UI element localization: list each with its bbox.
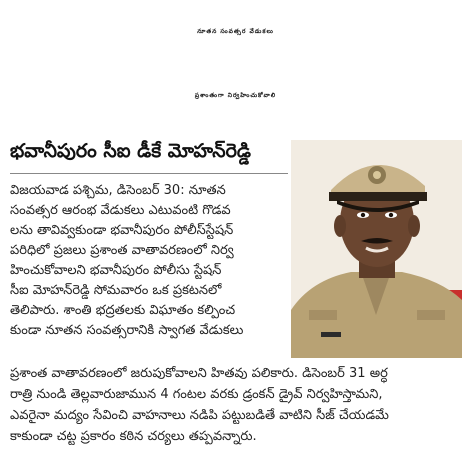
- body-line: విజయవాడ పశ్చిమ, డిసెంబర్ 30: నూతన: [10, 183, 226, 198]
- divider: [10, 173, 288, 174]
- body-line: ఎవరైనా మద్యం సేవించి వాహనాలు నడిపి పట్టుబడితే వాటిని సీజ్ చేయడమే: [10, 408, 389, 423]
- officer-portrait-icon: [291, 140, 462, 358]
- body-line: కాకుండా చట్ట ప్రకారం కఠిన చర్యలు తప్పవన్నారు.: [10, 429, 257, 444]
- body-line: కుండా నూతన సంవత్సరానికి స్వాగత వేడుకలు: [10, 323, 244, 338]
- body-line: పరిధిలో ప్రజలు ప్రశాంత వాతావరణంలో నిర్వ: [10, 243, 234, 258]
- body-line: రాత్రి నుండి తెల్లవారుజామున 4 గంటల వరకు డ్రంకన్ డ్రైవ్ నిర్వహిస్తామని,: [10, 387, 383, 402]
- officer-photo: [291, 140, 462, 358]
- headline-line-2: ప్రశాంతంగా నిర్వహించుకోవాలి: [194, 92, 277, 99]
- subheading: భవానీపురం సీఐ డీకే మోహన్‌రెడ్డి: [10, 140, 251, 162]
- body-line: తెలిపారు. శాంతి భద్రతలకు విఘాతం కల్పించ: [10, 303, 236, 318]
- headline-line-1: నూతన సంవత్సర వేడుకలు: [197, 28, 274, 35]
- body-line: సంవత్సర ఆరంభ వేడుకలు ఎటువంటి గొడవ: [10, 203, 231, 218]
- body-line: సీఐ మోహన్‌రెడ్డి సోమవారం ఒక ప్రకటనలో: [10, 283, 222, 298]
- body-line: ప్రశాంత వాతావరణంలో జరుపుకోవాలని హితవు పలికారు. డిసెంబర్ 31 అర్ధ: [10, 366, 388, 381]
- body-line: హించుకోవాలని భవానీపురం పోలీసు స్టేషన్: [10, 263, 222, 278]
- body-line: లను తావివ్వకుండా భవానీపురం పోలీస్‌స్టేషన్: [10, 223, 234, 238]
